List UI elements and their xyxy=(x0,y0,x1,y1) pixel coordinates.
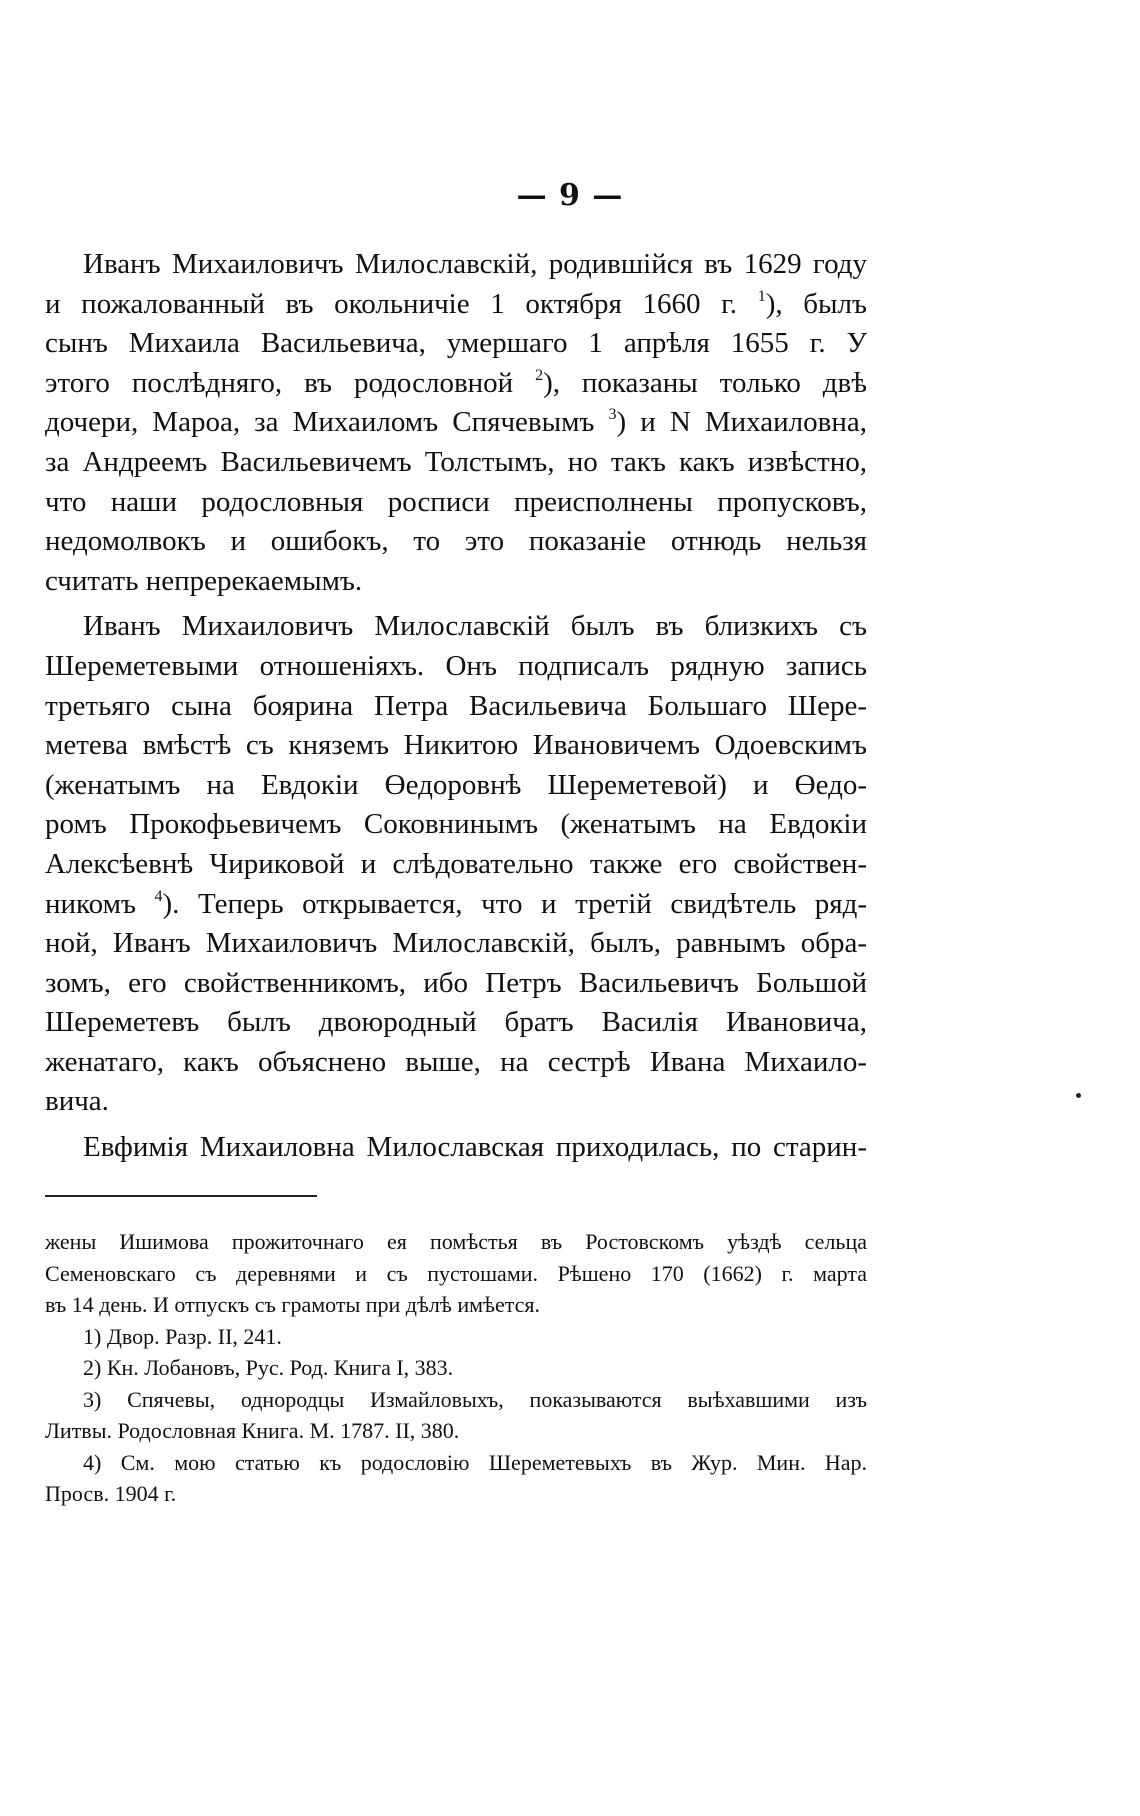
text-line: дочери, Мароа, за Михаиломъ Спячевымъ $^3$) и N Михаиловна, xyxy=(45,406,867,439)
text-line: зомъ, его свойственникомъ, ибо Петръ Васильевичъ Большой xyxy=(45,966,867,999)
text-line: Шереметевыми отношеніяхъ. Онъ подписалъ рядную запись xyxy=(45,649,867,682)
text-line: Евфимія Михаиловна Милославская приходилась, по старин- xyxy=(83,1131,867,1164)
footnote-ref-1[interactable]: 1 xyxy=(757,287,766,305)
text-line: вича. xyxy=(45,1085,109,1118)
footnote-continuation-line: жены Ишимова прожиточнаго ея помѣстья въ Ростовскомъ уѣздѣ сельца xyxy=(45,1229,867,1254)
text-line: за Андреемъ Васильевичемъ Толстымъ, но такъ какъ извѣстно, xyxy=(45,445,867,478)
footnote-3-cont: Литвы. Родословная Книга. М. 1787. II, 380. xyxy=(45,1418,460,1443)
text-line: и пожалованный въ окольничіе 1 октября 1660 г. $^1$), былъ xyxy=(45,287,867,320)
text-line: женатаго, какъ объяснено выше, на сестрѣ Ивана Михаило- xyxy=(45,1045,867,1078)
footnote-ref-2[interactable]: 2 xyxy=(535,366,544,384)
text-line: сынъ Михаила Васильевича, умершаго 1 апрѣля 1655 г. У xyxy=(45,327,867,360)
text-line: третьяго сына боярина Петра Васильевича Большаго Шере- xyxy=(45,689,867,722)
footnote-continuation-line: Семеновскаго съ деревнями и съ пустошами. Рѣшено 170 (1662) г. марта xyxy=(45,1260,867,1286)
text-line: ной, Иванъ Михаиловичъ Милославскій, былъ, равнымъ обра- xyxy=(45,927,867,960)
text-line: никомъ $^4$). Теперь открывается, что и третій свидѣтель ряд- xyxy=(45,887,867,920)
footnotes xyxy=(45,1226,867,1510)
text-line: считать непререкаемымъ. xyxy=(45,564,363,597)
page-number: — 9 — xyxy=(516,178,624,213)
text-line: Иванъ Михаиловичъ Милославскій, родившійся въ 1629 году xyxy=(83,248,867,280)
footnote-ref-3[interactable]: 3 xyxy=(608,406,617,424)
footnote-2: 2) Кн. Лобановъ, Рус. Род. Книга I, 383. xyxy=(83,1355,454,1380)
text-line: Шереметевъ былъ двоюродный братъ Василія Ивановича, xyxy=(45,1006,867,1039)
footnote-3: 3) Спячевы, однородцы Измайловыхъ, показываются выѣхавшими изъ xyxy=(83,1386,867,1412)
text-line: этого послѣдняго, въ родословной $^2$), показаны только двѣ xyxy=(45,366,867,399)
text-line: Алексѣевнѣ Чириковой и слѣдовательно также его свойствен- xyxy=(45,847,867,880)
footnote-divider xyxy=(45,1195,317,1197)
text-line: что наши родословныя росписи преисполнены пропусковъ, xyxy=(45,485,867,518)
footnote-4-cont: Просв. 1904 г. xyxy=(45,1481,177,1506)
footnote-4: 4) См. мою статью къ родословію Шереметевыхъ въ Жур. Мин. Нар. xyxy=(83,1449,868,1475)
paragraph-1 xyxy=(45,245,867,601)
main-text xyxy=(45,245,867,1168)
text-line: Иванъ Михаиловичъ Милославскій былъ въ близкихъ съ xyxy=(83,610,867,643)
paragraph-2 xyxy=(45,607,867,1122)
footnote-continuation-line: въ 14 день. И отпускъ съ грамоты при дѣлѣ имѣется. xyxy=(45,1292,541,1317)
paragraph-3 xyxy=(45,1128,867,1168)
text-line: (женатымъ на Евдокіи Өедоровнѣ Шереметевой) и Өедо- xyxy=(45,768,867,801)
stray-ink-mark xyxy=(1076,1093,1081,1098)
text-line: недомолвокъ и ошибокъ, то это показаніе отнюдь нельзя xyxy=(45,525,867,558)
footnote-ref-4[interactable]: 4 xyxy=(154,887,163,905)
footnote-1: 1) Двор. Разр. II, 241. xyxy=(83,1323,282,1349)
text-line: ромъ Прокофьевичемъ Соковнинымъ (женатымъ на Евдокіи xyxy=(45,808,867,841)
text-line: метева вмѣстѣ съ княземъ Никитою Ивановичемъ Одоевскимъ xyxy=(45,729,867,762)
